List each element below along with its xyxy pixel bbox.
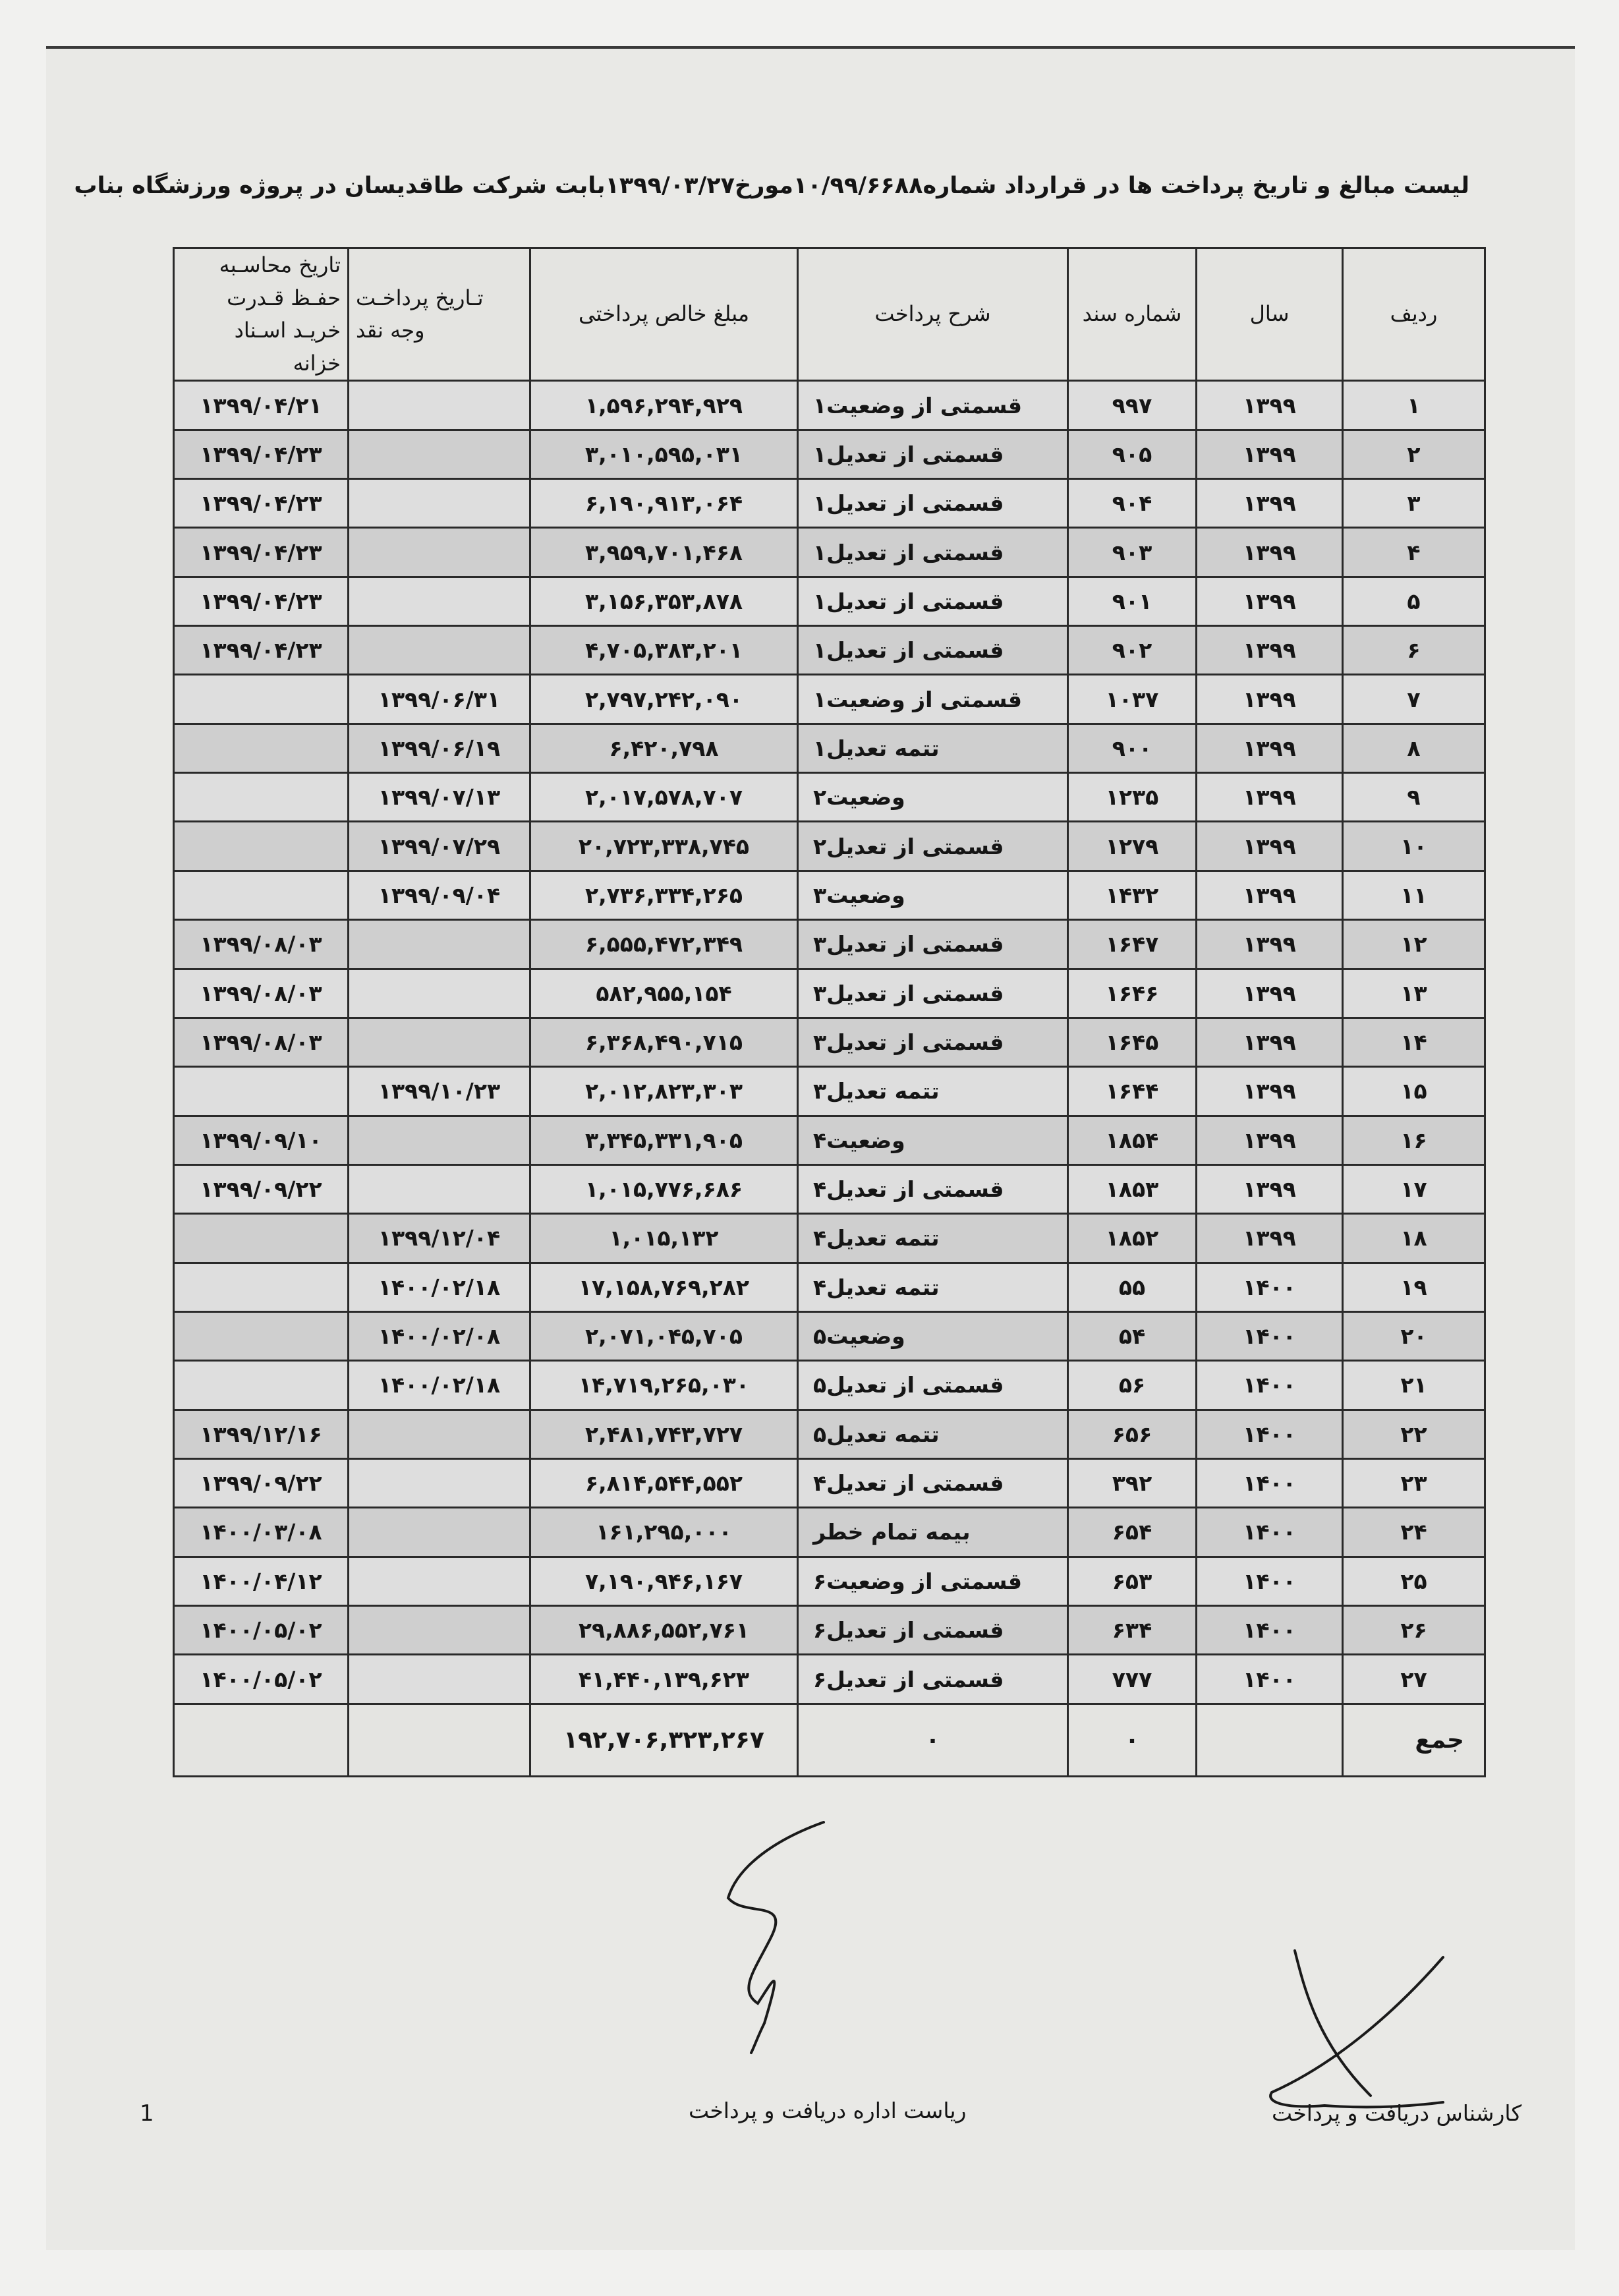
row-number-cell: ۱۷ xyxy=(1343,1164,1485,1213)
year-cell: ۱۳۹۹ xyxy=(1197,577,1343,625)
doc-number-cell: ۹۰۲ xyxy=(1068,626,1197,675)
table-row xyxy=(174,1508,1485,1557)
table-body xyxy=(174,381,1485,1704)
description-cell: قسمتی از تعدیل۱ xyxy=(798,479,1068,528)
doc-number-cell: ۱۲۷۹ xyxy=(1068,822,1197,871)
description-cell: تتمه تعدیل۱ xyxy=(798,724,1068,772)
net-amount-cell: ۲,۰۱۲,۸۲۳,۳۰۳ xyxy=(530,1067,798,1116)
doc-number-cell: ۵۶ xyxy=(1068,1361,1197,1410)
row-number-cell: ۲۲ xyxy=(1343,1410,1485,1458)
description-cell: قسمتی از تعدیل۶ xyxy=(798,1605,1068,1654)
year-cell: ۱۳۹۹ xyxy=(1197,724,1343,772)
treasury-date-cell: ۱۳۹۹/۰۹/۲۲ xyxy=(174,1458,349,1507)
table-row xyxy=(174,479,1485,528)
year-cell: ۱۴۰۰ xyxy=(1197,1311,1343,1360)
net-amount-cell: ۲,۰۷۱,۰۴۵,۷۰۵ xyxy=(530,1311,798,1360)
cash-date-cell xyxy=(349,381,530,430)
treasury-date-cell xyxy=(174,1214,349,1263)
doc-number-cell: ۹۹۷ xyxy=(1068,381,1197,430)
net-amount-cell: ۲۰,۷۲۳,۳۳۸,۷۴۵ xyxy=(530,822,798,871)
doc-number-cell: ۱۸۵۴ xyxy=(1068,1116,1197,1164)
year-cell: ۱۳۹۹ xyxy=(1197,822,1343,871)
row-number-cell: ۱۹ xyxy=(1343,1263,1485,1311)
description-cell: قسمتی از وضعیت۱ xyxy=(798,675,1068,724)
header-net-amount: مبلغ خالص پرداختی xyxy=(530,248,798,381)
treasury-date-cell xyxy=(174,773,349,822)
description-cell: بیمه تمام خطر xyxy=(798,1508,1068,1557)
description-cell: قسمتی از وضعیت۱ xyxy=(798,381,1068,430)
doc-number-cell: ۳۹۲ xyxy=(1068,1458,1197,1507)
year-cell: ۱۳۹۹ xyxy=(1197,626,1343,675)
table-row xyxy=(174,920,1485,969)
description-cell: تتمه تعدیل۵ xyxy=(798,1410,1068,1458)
row-number-cell: ۲۵ xyxy=(1343,1557,1485,1605)
year-cell: ۱۳۹۹ xyxy=(1197,920,1343,969)
description-cell: قسمتی از تعدیل۳ xyxy=(798,1018,1068,1066)
treasury-date-cell: ۱۴۰۰/۰۵/۰۲ xyxy=(174,1655,349,1704)
header-year: سال xyxy=(1197,248,1343,381)
doc-number-cell: ۹۰۳ xyxy=(1068,528,1197,577)
table-row xyxy=(174,1557,1485,1605)
doc-number-cell: ۵۴ xyxy=(1068,1311,1197,1360)
treasury-date-cell: ۱۳۹۹/۱۲/۱۶ xyxy=(174,1410,349,1458)
table-row xyxy=(174,969,1485,1018)
row-number-cell: ۸ xyxy=(1343,724,1485,772)
net-amount-cell: ۳,۱۵۶,۳۵۳,۸۷۸ xyxy=(530,577,798,625)
cash-date-cell xyxy=(349,479,530,528)
row-number-cell: ۱۱ xyxy=(1343,871,1485,919)
cash-date-cell: ۱۳۹۹/۰۶/۳۱ xyxy=(349,675,530,724)
expert-signature xyxy=(1245,1944,1463,2122)
year-cell: ۱۳۹۹ xyxy=(1197,1164,1343,1213)
cash-date-cell: ۱۳۹۹/۰۷/۱۳ xyxy=(349,773,530,822)
doc-number-cell: ۱۴۳۲ xyxy=(1068,871,1197,919)
treasury-date-cell: ۱۳۹۹/۰۴/۲۳ xyxy=(174,577,349,625)
doc-number-cell: ۱۶۴۵ xyxy=(1068,1018,1197,1066)
doc-number-cell: ۱۸۵۳ xyxy=(1068,1164,1197,1213)
doc-number-cell: ۹۰۰ xyxy=(1068,724,1197,772)
document-title: لیست مبالغ و تاریخ پرداخت ها در قرارداد شماره۱۰/۹۹/۶۶۸۸مورخ۱۳۹۹/۰۳/۲۷بابت شرکت طاقدیسان در پروژه ورزشگاه بناب xyxy=(74,173,1469,199)
year-cell: ۱۳۹۹ xyxy=(1197,969,1343,1018)
treasury-date-cell: ۱۳۹۹/۰۴/۲۳ xyxy=(174,430,349,478)
cash-date-cell xyxy=(349,1116,530,1164)
cash-date-cell: ۱۳۹۹/۱۲/۰۴ xyxy=(349,1214,530,1263)
description-cell: وضعیت۴ xyxy=(798,1116,1068,1164)
treasury-date-cell xyxy=(174,871,349,919)
net-amount-cell: ۳,۰۱۰,۵۹۵,۰۳۱ xyxy=(530,430,798,478)
table-row xyxy=(174,1361,1485,1410)
table-row xyxy=(174,1067,1485,1116)
doc-number-cell: ۶۵۳ xyxy=(1068,1557,1197,1605)
description-cell: قسمتی از تعدیل۱ xyxy=(798,577,1068,625)
year-cell: ۱۳۹۹ xyxy=(1197,1018,1343,1066)
cash-date-cell xyxy=(349,920,530,969)
net-amount-cell: ۵۸۲,۹۵۵,۱۵۴ xyxy=(530,969,798,1018)
cash-date-cell xyxy=(349,1557,530,1605)
table-row xyxy=(174,822,1485,871)
table-row xyxy=(174,381,1485,430)
year-cell: ۱۳۹۹ xyxy=(1197,381,1343,430)
row-number-cell: ۱۶ xyxy=(1343,1116,1485,1164)
treasury-date-cell: ۱۳۹۹/۰۴/۲۳ xyxy=(174,528,349,577)
treasury-date-cell: ۱۳۹۹/۰۴/۲۳ xyxy=(174,479,349,528)
cash-date-cell xyxy=(349,430,530,478)
table-row xyxy=(174,1263,1485,1311)
year-cell: ۱۴۰۰ xyxy=(1197,1458,1343,1507)
treasury-date-cell: ۱۳۹۹/۰۴/۲۱ xyxy=(174,381,349,430)
cash-date-cell: ۱۴۰۰/۰۲/۱۸ xyxy=(349,1361,530,1410)
treasury-date-cell: ۱۴۰۰/۰۴/۱۲ xyxy=(174,1557,349,1605)
row-number-cell: ۲۶ xyxy=(1343,1605,1485,1654)
row-number-cell: ۲۳ xyxy=(1343,1458,1485,1507)
head-signatory-label: ریاست اداره دریافت و پرداخت xyxy=(689,2098,967,2123)
row-number-cell: ۲۰ xyxy=(1343,1311,1485,1360)
table-row xyxy=(174,724,1485,772)
doc-number-cell: ۱۲۳۵ xyxy=(1068,773,1197,822)
net-amount-cell: ۲,۴۸۱,۷۴۳,۷۲۷ xyxy=(530,1410,798,1458)
doc-number-cell: ۷۷۷ xyxy=(1068,1655,1197,1704)
doc-number-cell: ۱۰۳۷ xyxy=(1068,675,1197,724)
description-cell: قسمتی از تعدیل۴ xyxy=(798,1164,1068,1213)
year-cell: ۱۴۰۰ xyxy=(1197,1361,1343,1410)
net-amount-cell: ۱۶۱,۲۹۵,۰۰۰ xyxy=(530,1508,798,1557)
treasury-date-cell: ۱۴۰۰/۰۳/۰۸ xyxy=(174,1508,349,1557)
row-number-cell: ۷ xyxy=(1343,675,1485,724)
treasury-date-cell: ۱۳۹۹/۰۴/۲۳ xyxy=(174,626,349,675)
doc-number-cell: ۶۵۶ xyxy=(1068,1410,1197,1458)
total-treasury-date-cell xyxy=(174,1704,349,1777)
description-cell: قسمتی از تعدیل۳ xyxy=(798,920,1068,969)
description-cell: قسمتی از تعدیل۶ xyxy=(798,1655,1068,1704)
total-year-cell xyxy=(1197,1704,1343,1777)
year-cell: ۱۳۹۹ xyxy=(1197,675,1343,724)
doc-number-cell: ۱۶۴۴ xyxy=(1068,1067,1197,1116)
doc-number-cell: ۹۰۴ xyxy=(1068,479,1197,528)
table-row xyxy=(174,626,1485,675)
cash-date-cell xyxy=(349,1018,530,1066)
cash-date-cell: ۱۳۹۹/۰۹/۰۴ xyxy=(349,871,530,919)
doc-number-cell: ۱۶۴۷ xyxy=(1068,920,1197,969)
row-number-cell: ۲۷ xyxy=(1343,1655,1485,1704)
total-label: جمع xyxy=(1343,1704,1485,1777)
table-row xyxy=(174,1655,1485,1704)
expert-signatory-label: کارشناس دریافت و پرداخت xyxy=(1272,2100,1522,2126)
year-cell: ۱۳۹۹ xyxy=(1197,773,1343,822)
year-cell: ۱۳۹۹ xyxy=(1197,1214,1343,1263)
cash-date-cell: ۱۴۰۰/۰۲/۰۸ xyxy=(349,1311,530,1360)
table-row xyxy=(174,871,1485,919)
total-description: ۰ xyxy=(798,1704,1068,1777)
cash-date-cell xyxy=(349,1410,530,1458)
net-amount-cell: ۲,۷۹۷,۲۴۲,۰۹۰ xyxy=(530,675,798,724)
row-number-cell: ۱ xyxy=(1343,381,1485,430)
year-cell: ۱۴۰۰ xyxy=(1197,1557,1343,1605)
row-number-cell: ۶ xyxy=(1343,626,1485,675)
doc-number-cell: ۱۸۵۲ xyxy=(1068,1214,1197,1263)
row-number-cell: ۱۲ xyxy=(1343,920,1485,969)
table-row xyxy=(174,1605,1485,1654)
net-amount-cell: ۱,۰۱۵,۷۷۶,۶۸۶ xyxy=(530,1164,798,1213)
net-amount-cell: ۶,۸۱۴,۵۴۴,۵۵۲ xyxy=(530,1458,798,1507)
table-row xyxy=(174,1018,1485,1066)
header-row-number: ردیف xyxy=(1343,248,1485,381)
net-amount-cell: ۳,۹۵۹,۷۰۱,۴۶۸ xyxy=(530,528,798,577)
year-cell: ۱۴۰۰ xyxy=(1197,1508,1343,1557)
payments-table xyxy=(173,247,1486,1777)
row-number-cell: ۵ xyxy=(1343,577,1485,625)
treasury-date-cell: ۱۳۹۹/۰۸/۰۳ xyxy=(174,920,349,969)
header-doc-number: شماره سند xyxy=(1068,248,1197,381)
cash-date-cell: ۱۳۹۹/۰۶/۱۹ xyxy=(349,724,530,772)
row-number-cell: ۴ xyxy=(1343,528,1485,577)
cash-date-cell: ۱۳۹۹/۱۰/۲۳ xyxy=(349,1067,530,1116)
net-amount-cell: ۲,۰۱۷,۵۷۸,۷۰۷ xyxy=(530,773,798,822)
cash-date-cell xyxy=(349,577,530,625)
year-cell: ۱۴۰۰ xyxy=(1197,1605,1343,1654)
description-cell: قسمتی از تعدیل۵ xyxy=(798,1361,1068,1410)
year-cell: ۱۳۹۹ xyxy=(1197,1116,1343,1164)
net-amount-cell: ۴,۷۰۵,۳۸۳,۲۰۱ xyxy=(530,626,798,675)
doc-number-cell: ۵۵ xyxy=(1068,1263,1197,1311)
header-description: شرح پرداخت xyxy=(798,248,1068,381)
row-number-cell: ۲ xyxy=(1343,430,1485,478)
treasury-date-cell: ۱۴۰۰/۰۵/۰۲ xyxy=(174,1605,349,1654)
table-row xyxy=(174,430,1485,478)
year-cell: ۱۴۰۰ xyxy=(1197,1410,1343,1458)
table-row xyxy=(174,1214,1485,1263)
cash-date-cell: ۱۴۰۰/۰۲/۱۸ xyxy=(349,1263,530,1311)
row-number-cell: ۱۴ xyxy=(1343,1018,1485,1066)
description-cell: قسمتی از تعدیل۱ xyxy=(798,626,1068,675)
table-header-row xyxy=(174,248,1485,381)
doc-number-cell: ۹۰۵ xyxy=(1068,430,1197,478)
year-cell: ۱۳۹۹ xyxy=(1197,528,1343,577)
net-amount-cell: ۳,۳۴۵,۳۳۱,۹۰۵ xyxy=(530,1116,798,1164)
table-row xyxy=(174,1116,1485,1164)
table-row xyxy=(174,675,1485,724)
cash-date-cell xyxy=(349,1508,530,1557)
row-number-cell: ۲۴ xyxy=(1343,1508,1485,1557)
doc-number-cell: ۶۵۴ xyxy=(1068,1508,1197,1557)
total-net-amount: ۱۹۲,۷۰۶,۳۲۳,۲۶۷ xyxy=(530,1704,798,1777)
table-row xyxy=(174,1311,1485,1360)
description-cell: قسمتی از تعدیل۱ xyxy=(798,528,1068,577)
net-amount-cell: ۶,۳۶۸,۴۹۰,۷۱۵ xyxy=(530,1018,798,1066)
net-amount-cell: ۱۴,۷۱۹,۲۶۵,۰۳۰ xyxy=(530,1361,798,1410)
description-cell: وضعیت۲ xyxy=(798,773,1068,822)
row-number-cell: ۱۰ xyxy=(1343,822,1485,871)
net-amount-cell: ۲۹,۸۸۶,۵۵۲,۷۶۱ xyxy=(530,1605,798,1654)
table-row xyxy=(174,1410,1485,1458)
total-doc-number: ۰ xyxy=(1068,1704,1197,1777)
treasury-date-cell: ۱۳۹۹/۰۸/۰۳ xyxy=(174,1018,349,1066)
description-cell: تتمه تعدیل۳ xyxy=(798,1067,1068,1116)
description-cell: قسمتی از تعدیل۲ xyxy=(798,822,1068,871)
net-amount-cell: ۶,۱۹۰,۹۱۳,۰۶۴ xyxy=(530,479,798,528)
year-cell: ۱۴۰۰ xyxy=(1197,1655,1343,1704)
table-row xyxy=(174,577,1485,625)
net-amount-cell: ۷,۱۹۰,۹۴۶,۱۶۷ xyxy=(530,1557,798,1605)
year-cell: ۱۳۹۹ xyxy=(1197,430,1343,478)
treasury-date-cell xyxy=(174,1067,349,1116)
table-row xyxy=(174,1164,1485,1213)
treasury-date-cell: ۱۳۹۹/۰۹/۲۲ xyxy=(174,1164,349,1213)
year-cell: ۱۴۰۰ xyxy=(1197,1263,1343,1311)
row-number-cell: ۹ xyxy=(1343,773,1485,822)
doc-number-cell: ۹۰۱ xyxy=(1068,577,1197,625)
description-cell: وضعیت۵ xyxy=(798,1311,1068,1360)
year-cell: ۱۳۹۹ xyxy=(1197,1067,1343,1116)
description-cell: تتمه تعدیل۴ xyxy=(798,1214,1068,1263)
cash-date-cell xyxy=(349,1164,530,1213)
total-cash-date-cell xyxy=(349,1704,530,1777)
table-row xyxy=(174,1458,1485,1507)
treasury-date-cell: ۱۳۹۹/۰۹/۱۰ xyxy=(174,1116,349,1164)
cash-date-cell xyxy=(349,528,530,577)
net-amount-cell: ۴۱,۴۴۰,۱۳۹,۶۲۳ xyxy=(530,1655,798,1704)
treasury-date-cell xyxy=(174,724,349,772)
description-cell: وضعیت۳ xyxy=(798,871,1068,919)
header-treasury-date: تاریخ محاسـبه حفـظ قـدرت خریـد اسـناد خزانه xyxy=(174,248,349,381)
page-number: 1 xyxy=(140,2100,154,2127)
treasury-date-cell xyxy=(174,822,349,871)
table-row xyxy=(174,528,1485,577)
doc-number-cell: ۶۳۴ xyxy=(1068,1605,1197,1654)
cash-date-cell xyxy=(349,626,530,675)
row-number-cell: ۱۵ xyxy=(1343,1067,1485,1116)
description-cell: قسمتی از تعدیل۳ xyxy=(798,969,1068,1018)
doc-number-cell: ۱۶۴۶ xyxy=(1068,969,1197,1018)
cash-date-cell xyxy=(349,969,530,1018)
row-number-cell: ۳ xyxy=(1343,479,1485,528)
treasury-date-cell xyxy=(174,675,349,724)
net-amount-cell: ۱,۵۹۶,۲۹۴,۹۲۹ xyxy=(530,381,798,430)
table-row xyxy=(174,773,1485,822)
description-cell: قسمتی از تعدیل۱ xyxy=(798,430,1068,478)
row-number-cell: ۱۸ xyxy=(1343,1214,1485,1263)
description-cell: تتمه تعدیل۴ xyxy=(798,1263,1068,1311)
row-number-cell: ۱۳ xyxy=(1343,969,1485,1018)
year-cell: ۱۳۹۹ xyxy=(1197,871,1343,919)
net-amount-cell: ۱,۰۱۵,۱۳۲ xyxy=(530,1214,798,1263)
year-cell: ۱۳۹۹ xyxy=(1197,479,1343,528)
treasury-date-cell xyxy=(174,1311,349,1360)
treasury-date-cell: ۱۳۹۹/۰۸/۰۳ xyxy=(174,969,349,1018)
treasury-date-cell xyxy=(174,1263,349,1311)
treasury-date-cell xyxy=(174,1361,349,1410)
net-amount-cell: ۶,۴۲۰,۷۹۸ xyxy=(530,724,798,772)
cash-date-cell xyxy=(349,1605,530,1654)
cash-date-cell: ۱۳۹۹/۰۷/۲۹ xyxy=(349,822,530,871)
row-number-cell: ۲۱ xyxy=(1343,1361,1485,1410)
net-amount-cell: ۲,۷۳۶,۳۳۴,۲۶۵ xyxy=(530,871,798,919)
total-row xyxy=(174,1704,1485,1777)
head-signature xyxy=(698,1806,843,2056)
cash-date-cell xyxy=(349,1655,530,1704)
net-amount-cell: ۶,۵۵۵,۴۷۲,۳۴۹ xyxy=(530,920,798,969)
description-cell: قسمتی از وضعیت۶ xyxy=(798,1557,1068,1605)
description-cell: قسمتی از تعدیل۴ xyxy=(798,1458,1068,1507)
net-amount-cell: ۱۷,۱۵۸,۷۶۹,۲۸۲ xyxy=(530,1263,798,1311)
cash-date-cell xyxy=(349,1458,530,1507)
header-cash-payment-date: تـاریخ پرداخـت وجه نقد xyxy=(349,248,530,381)
